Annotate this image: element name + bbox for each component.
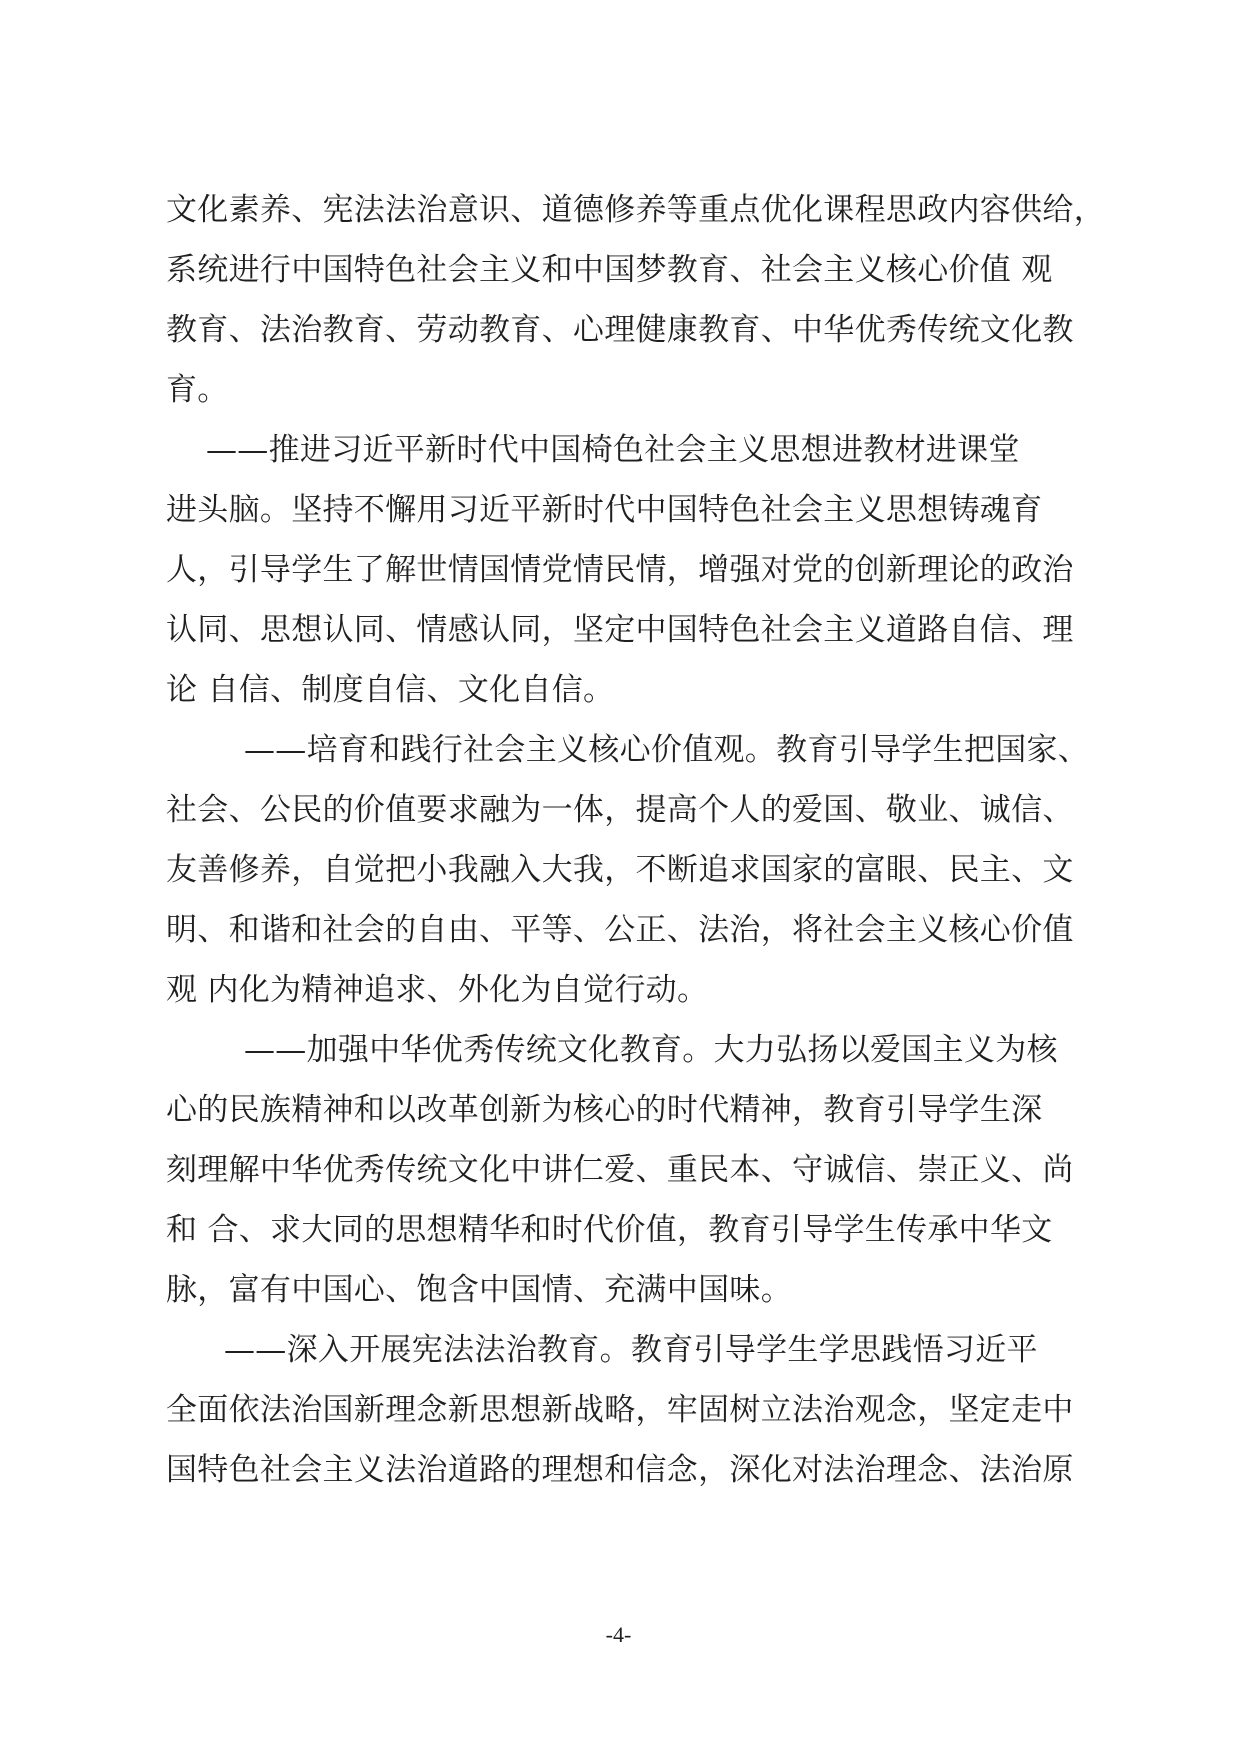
text-line: 和 合、求大同的思想精华和时代价值，教育引导学生传承中华文 <box>166 1212 1053 1248</box>
text-line: 友善修养，自觉把小我融入大我，不断追求国家的富眼、民主、文 <box>166 852 1074 888</box>
text-line: 系统进行中国特色社会主义和中国梦教育、社会主义核心价值 观 <box>166 252 1053 288</box>
paragraph-heading-line: ——深入开展宪法法治教育。教育引导学生学思践悟习近平 <box>224 1332 1038 1368</box>
text-line: 明、和谐和社会的自由、平等、公正、法治，将社会主义核心价值 <box>166 912 1074 948</box>
text-line: 育。 <box>166 372 229 408</box>
page-number: -4- <box>605 1622 632 1647</box>
paragraph-heading-line: ——加强中华优秀传统文化教育。大力弘扬以爱国主义为核 <box>244 1032 1058 1068</box>
text-line: 脉，富有中国心、饱含中国情、充满中国味。 <box>166 1272 792 1308</box>
text-line: 国特色社会主义法治道路的理想和信念，深化对法治理念、法治原 <box>166 1452 1074 1488</box>
text-line: 社会、公民的价值要求融为一体，提高个人的爱国、敬业、诚信、 <box>166 792 1074 828</box>
text-line: 刻理解中华优秀传统文化中讲仁爱、重民本、守诚信、崇正义、尚 <box>166 1152 1074 1188</box>
paragraph-heading-line: ——培育和践行社会主义核心价值观。教育引导学生把国家、 <box>244 732 1090 768</box>
paragraph-heading-line: ——推进习近平新时代中国椅色社会主义思想进教材进课堂 <box>206 432 1020 468</box>
text-line: 心的民族精神和以改革创新为核心的时代精神，教育引导学生深 <box>166 1092 1043 1128</box>
text-line: 全面依法治国新理念新思想新战略，牢固树立法治观念，坚定走中 <box>166 1392 1074 1428</box>
text-line: 进头脑。坚持不懈用习近平新时代中国特色社会主义思想铸魂育 <box>166 492 1043 528</box>
text-line: 文化素养、宪法法治意识、道德修养等重点优化课程思政内容供给， <box>166 192 1105 228</box>
text-line: 认同、思想认同、情感认同，坚定中国特色社会主义道路自信、理 <box>166 612 1074 648</box>
text-line: 论 自信、制度自信、文化自信。 <box>166 672 615 708</box>
text-line: 人，引导学生了解世情国情党情民情，增强对党的创新理论的政治 <box>166 552 1074 588</box>
text-line: 观 内化为精神追求、外化为自觉行动。 <box>166 972 709 1008</box>
text-line: 教育、法治教育、劳动教育、心理健康教育、中华优秀传统文化教 <box>166 312 1074 348</box>
